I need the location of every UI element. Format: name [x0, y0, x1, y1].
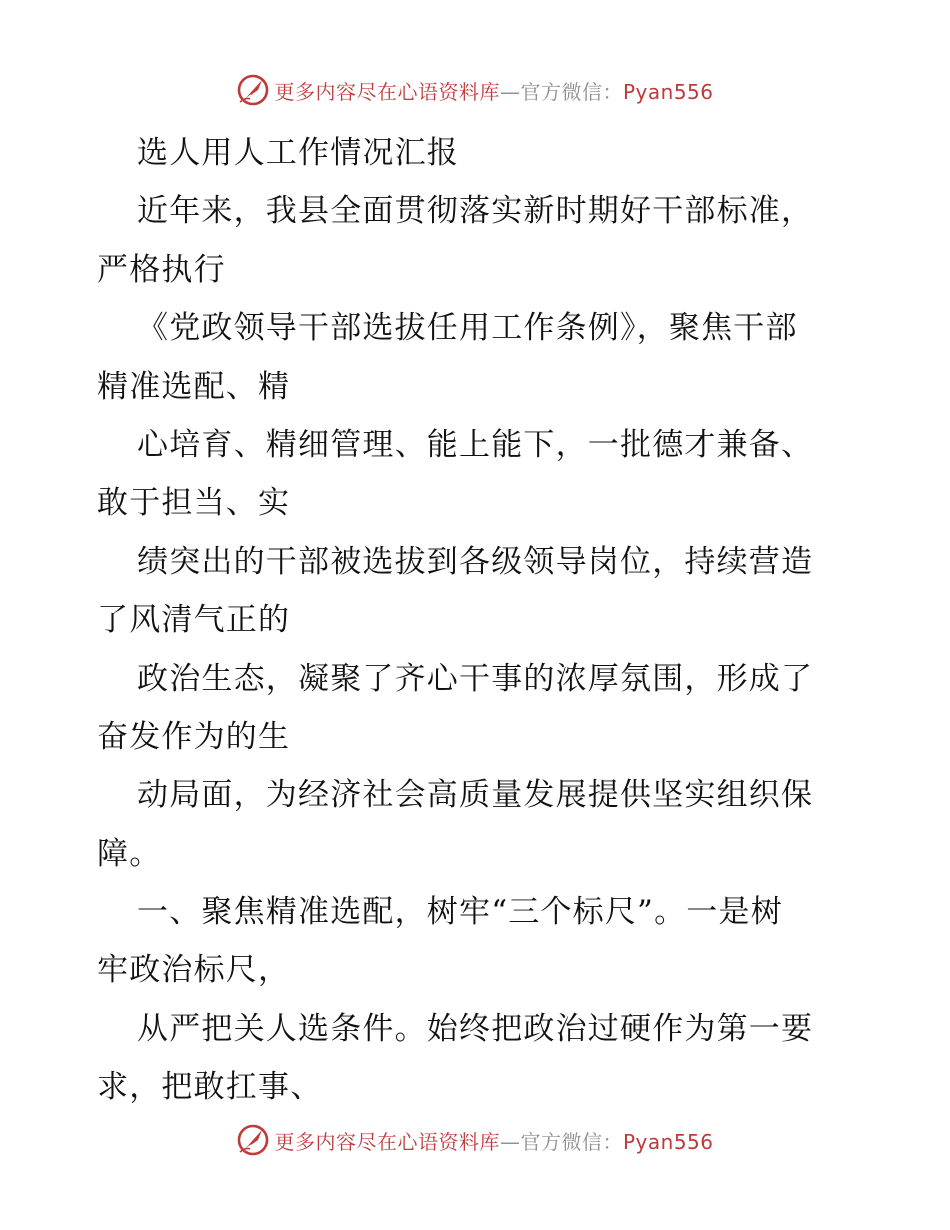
document-text-line: 严格执行	[97, 251, 226, 288]
header-watermark-banner	[0, 70, 950, 110]
document-text-line: 牢政治标尺，	[97, 952, 291, 989]
banner-wechat-id: Pyan556	[622, 79, 714, 104]
banner-label: 官方微信：	[520, 79, 623, 104]
document-title: 选人用人工作情况汇报	[137, 135, 459, 171]
document-text-line: 求，把敢扛事、	[97, 1069, 323, 1106]
banner-separator: —	[499, 1129, 521, 1154]
document-text-line: 敢于担当、实	[97, 485, 291, 522]
banner-brand-text: 更多内容尽在心语资料库	[274, 1129, 500, 1154]
document-text-line: 绩突出的干部被选拔到各级领导岗位，持续营造	[137, 543, 814, 580]
document-text-line: 障。	[97, 835, 162, 872]
banner-separator: —	[499, 79, 521, 104]
document-text-line: 了风清气正的	[97, 602, 291, 639]
document-text-line: 近年来，我县全面贯彻落实新时期好干部标准，	[137, 193, 814, 230]
banner-text	[274, 76, 713, 105]
document-text-line: 《党政领导干部选拔任用工作条例》，聚焦干部	[137, 310, 798, 347]
banner-brand-text: 更多内容尽在心语资料库	[274, 79, 500, 104]
document-text-line: 精准选配、精	[97, 368, 291, 405]
document-text-line: 一、聚焦精准选配，树牢“三个标尺”。一是树	[137, 894, 783, 931]
document-text-line: 奋发作为的生	[97, 718, 291, 755]
document-text-line: 动局面，为经济社会高质量发展提供坚实组织保	[137, 777, 814, 814]
document-text-line: 从严把关人选条件。始终把政治过硬作为第一要	[137, 1010, 814, 1047]
banner-wechat-id: Pyan556	[622, 1129, 714, 1154]
quill-pen-logo-icon	[236, 1123, 270, 1157]
quill-pen-logo-icon	[236, 73, 270, 107]
footer-watermark-banner	[0, 1120, 950, 1160]
document-text-line: 政治生态，凝聚了齐心干事的浓厚氛围，形成了	[137, 660, 814, 697]
document-body	[97, 124, 857, 1117]
banner-label: 官方微信：	[520, 1129, 623, 1154]
banner-text	[274, 1126, 713, 1155]
document-text-line: 心培育、精细管理、能上能下，一批德才兼备、	[137, 426, 814, 463]
